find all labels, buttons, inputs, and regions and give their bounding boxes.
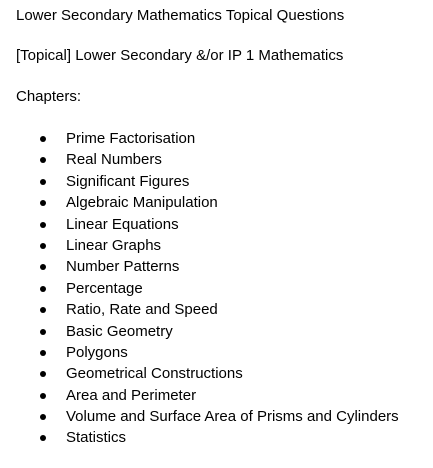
chapter-item — [16, 342, 429, 363]
chapter-label: Geometrical Constructions — [66, 365, 243, 383]
chapter-label: Volume and Surface Area of Prisms and Cylinders — [66, 408, 399, 426]
chapter-label: Area and Perimeter — [66, 386, 197, 404]
chapter-label: Polygons — [66, 343, 128, 361]
chapter-label: Statistics — [66, 429, 127, 447]
document-body — [16, 6, 429, 449]
bullet-icon — [40, 136, 46, 142]
chapter-label: Number Patterns — [66, 258, 180, 276]
bullet-icon — [40, 200, 46, 206]
bullet-icon — [40, 179, 46, 185]
chapter-item — [16, 128, 429, 149]
chapter-item — [16, 363, 429, 384]
bullet-icon — [40, 222, 46, 228]
chapter-label: Ratio, Rate and Speed — [66, 301, 218, 319]
chapter-label: Algebraic Manipulation — [66, 194, 218, 212]
bullet-icon — [40, 264, 46, 270]
chapter-label: Linear Graphs — [66, 236, 162, 254]
chapter-item — [16, 214, 429, 235]
bullet-icon — [40, 157, 46, 163]
chapter-item — [16, 256, 429, 277]
chapter-label: Real Numbers — [66, 151, 162, 169]
bullet-icon — [40, 286, 46, 292]
bullet-icon — [40, 393, 46, 399]
chapter-list — [16, 128, 429, 449]
chapter-item — [16, 427, 429, 448]
bullet-icon — [40, 414, 46, 420]
chapter-label: Prime Factorisation — [66, 130, 196, 147]
chapter-label: Linear Equations — [66, 215, 179, 233]
bullet-icon — [40, 435, 46, 441]
chapter-label: Basic Geometry — [66, 322, 173, 340]
bullet-icon — [40, 350, 46, 356]
chapter-item — [16, 192, 429, 213]
chapter-item — [16, 278, 429, 299]
chapter-label: Percentage — [66, 279, 143, 297]
chapter-item — [16, 321, 429, 342]
chapters-heading: Chapters: — [16, 88, 82, 105]
document-subtitle: [Topical] Lower Secondary &/or IP 1 Mathematics — [16, 47, 344, 64]
bullet-icon — [40, 307, 46, 313]
chapter-item — [16, 406, 429, 427]
bullet-icon — [40, 329, 46, 335]
bullet-icon — [40, 243, 46, 249]
chapter-item — [16, 299, 429, 320]
document-title: Lower Secondary Mathematics Topical Questions — [16, 7, 345, 24]
chapter-item — [16, 235, 429, 256]
chapter-item — [16, 149, 429, 170]
chapter-item — [16, 171, 429, 192]
chapter-item — [16, 385, 429, 406]
chapter-label: Significant Figures — [66, 172, 190, 190]
bullet-icon — [40, 371, 46, 377]
